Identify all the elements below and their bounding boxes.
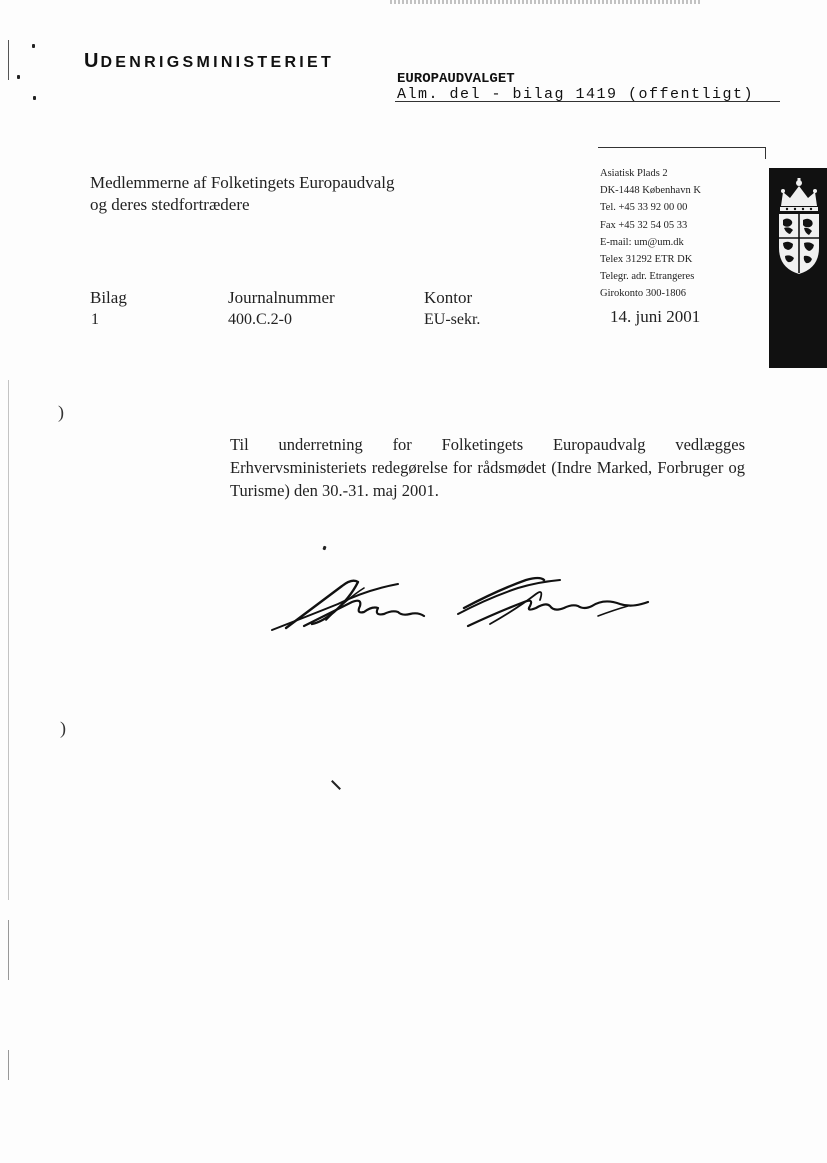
- addressee-line: og deres stedfortrædere: [90, 195, 250, 214]
- scan-margin-line: [8, 380, 9, 900]
- margin-parenthesis: ): [60, 718, 66, 738]
- address-rule: [598, 147, 766, 148]
- scan-margin-line: [8, 40, 9, 80]
- letter-date: 14. juni 2001: [610, 307, 701, 326]
- address-line: E-mail: um@um.dk: [600, 236, 684, 248]
- kontor-value: EU-sekr.: [424, 311, 481, 328]
- bilag-value: 1: [91, 311, 99, 328]
- address-line: Fax +45 32 54 05 33: [600, 219, 688, 231]
- scan-speck: [32, 44, 35, 48]
- addressee-line: Medlemmerne af Folketingets Europaudvalg: [90, 173, 395, 192]
- scan-speck: [33, 96, 36, 100]
- addressee-block: [90, 172, 395, 216]
- sender-address: [600, 165, 701, 303]
- address-line: Tel. +45 33 92 00 00: [600, 202, 688, 214]
- ministry-name: [84, 50, 334, 73]
- body-paragraph: Til underretning for Folketingets Europaudvalg vedlægges Erhvervsministeriets redegørelse for rådsmødet (Indre Marked, Forbruger og Turisme) den 30.-31. maj 2001.: [230, 435, 745, 500]
- address-line: Girokonto 300-1806: [600, 288, 687, 300]
- scan-artifact-top: [390, 0, 700, 4]
- stamp-committee: EUROPAUDVALGET: [397, 71, 515, 87]
- stamp-underline: [395, 101, 780, 102]
- address-line: Telegr. adr. Etrangeres: [600, 271, 695, 283]
- scan-speck: [322, 546, 326, 551]
- stamp-reference: Alm. del - bilag 1419 (offentligt): [397, 86, 755, 103]
- address-rule-tick: [765, 147, 766, 159]
- margin-parenthesis: ): [58, 402, 64, 422]
- ministry-name-rest: DENRIGSMINISTERIET: [100, 54, 335, 71]
- ministry-name-initial: U: [84, 50, 101, 72]
- journal-label: Journalnummer: [228, 288, 335, 307]
- address-line: Asiatisk Plads 2: [600, 168, 668, 179]
- scan-speck: [17, 75, 20, 79]
- kontor-label: Kontor: [424, 288, 473, 307]
- signature: [268, 568, 668, 643]
- scan-margin-line: [8, 1050, 9, 1080]
- address-line: DK-1448 København K: [600, 185, 701, 197]
- crest-icon: [775, 176, 823, 281]
- bilag-label: Bilag: [90, 288, 127, 307]
- committee-stamp: [397, 72, 754, 102]
- scan-speck: [331, 780, 341, 790]
- journal-value: 400.C.2-0: [228, 311, 292, 328]
- address-line: Telex 31292 ETR DK: [600, 254, 693, 266]
- scan-margin-line: [8, 920, 9, 980]
